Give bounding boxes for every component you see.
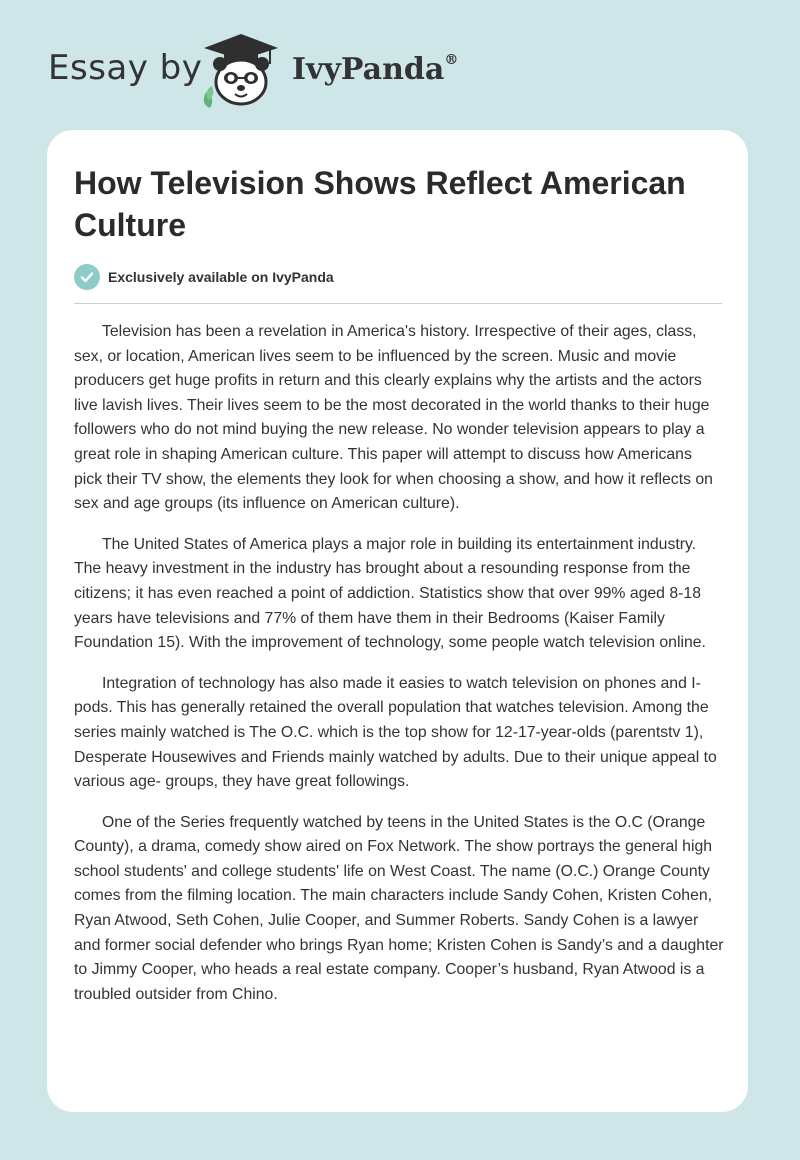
paragraph: One of the Series frequently watched by teens in the United States is the O.C (Orange County), a drama, comedy show aired on Fox Network. The show portrays the general high school students' and college students' life on West Coast. The name (O.C.) Orange County comes from the filming location. The main characters include Sandy Cohen, Kristen Cohen, Ryan Atwood, Seth Cohen, Julie Cooper, and Summer Roberts. Sandy Cohen is a lawyer and former social defender who brings Ryan home; Kristen Cohen is Sandy’s and a daughter to Jimmy Cooper, who heads a real estate company. Cooper’s husband, Ryan Atwood is a troubled outsider from Chino.: [74, 813, 724, 1003]
brand-name[interactable]: [292, 52, 458, 87]
essay-by-label: Essay by: [48, 48, 203, 88]
divider: [74, 303, 722, 304]
essay-body: [74, 320, 724, 1023]
paragraph: Integration of technology has also made it easies to watch television on phones and I-pods. This has generally retained the overall population that watches television. Among the series mainly watched is The O.C. which is the top show for 12-17-year-olds (parentstv 1), Desperate Housewives and Friends mainly watched by adults. Due to their unique appeal to various age- groups, they have great followings.: [74, 674, 717, 791]
check-icon: [74, 264, 100, 290]
page-title: How Television Shows Reflect American Culture: [74, 165, 686, 243]
site-header: [48, 30, 748, 110]
exclusive-badge: [74, 264, 334, 290]
panda-graduate-icon[interactable]: [200, 30, 282, 110]
paragraph: Television has been a revelation in America's history. Irrespective of their ages, class, sex, or location, American lives seem to be influenced by the screen. Music and movie producers get huge profits in return and this clearly explains why the artists and the actors live lavish lives. Their lives seem to be the most decorated in the world thanks to their huge followers who do not mind buying the new release. No wonder television appears to play a great role in shaping American culture. This paper will attempt to discuss how Americans pick their TV show, the elements they look for when choosing a show, and how it reflects on sex and age groups (its influence on American culture).: [74, 323, 713, 513]
brand-text: IvyPanda: [292, 52, 445, 87]
essay-card: [47, 130, 748, 1112]
registered-mark: ®: [444, 52, 459, 68]
paragraph: The United States of America plays a major role in building its entertainment industry. The heavy investment in the industry has brought about a resounding response from the citizens; it has even reached a point of addiction. Statistics show that over 99% aged 8-18 years have televisions and 77% of them have them in their Bedrooms (Kaiser Family Foundation 15). With the improvement of technology, some people watch television online.: [74, 535, 706, 652]
badge-text: Exclusively available on IvyPanda: [108, 269, 334, 285]
